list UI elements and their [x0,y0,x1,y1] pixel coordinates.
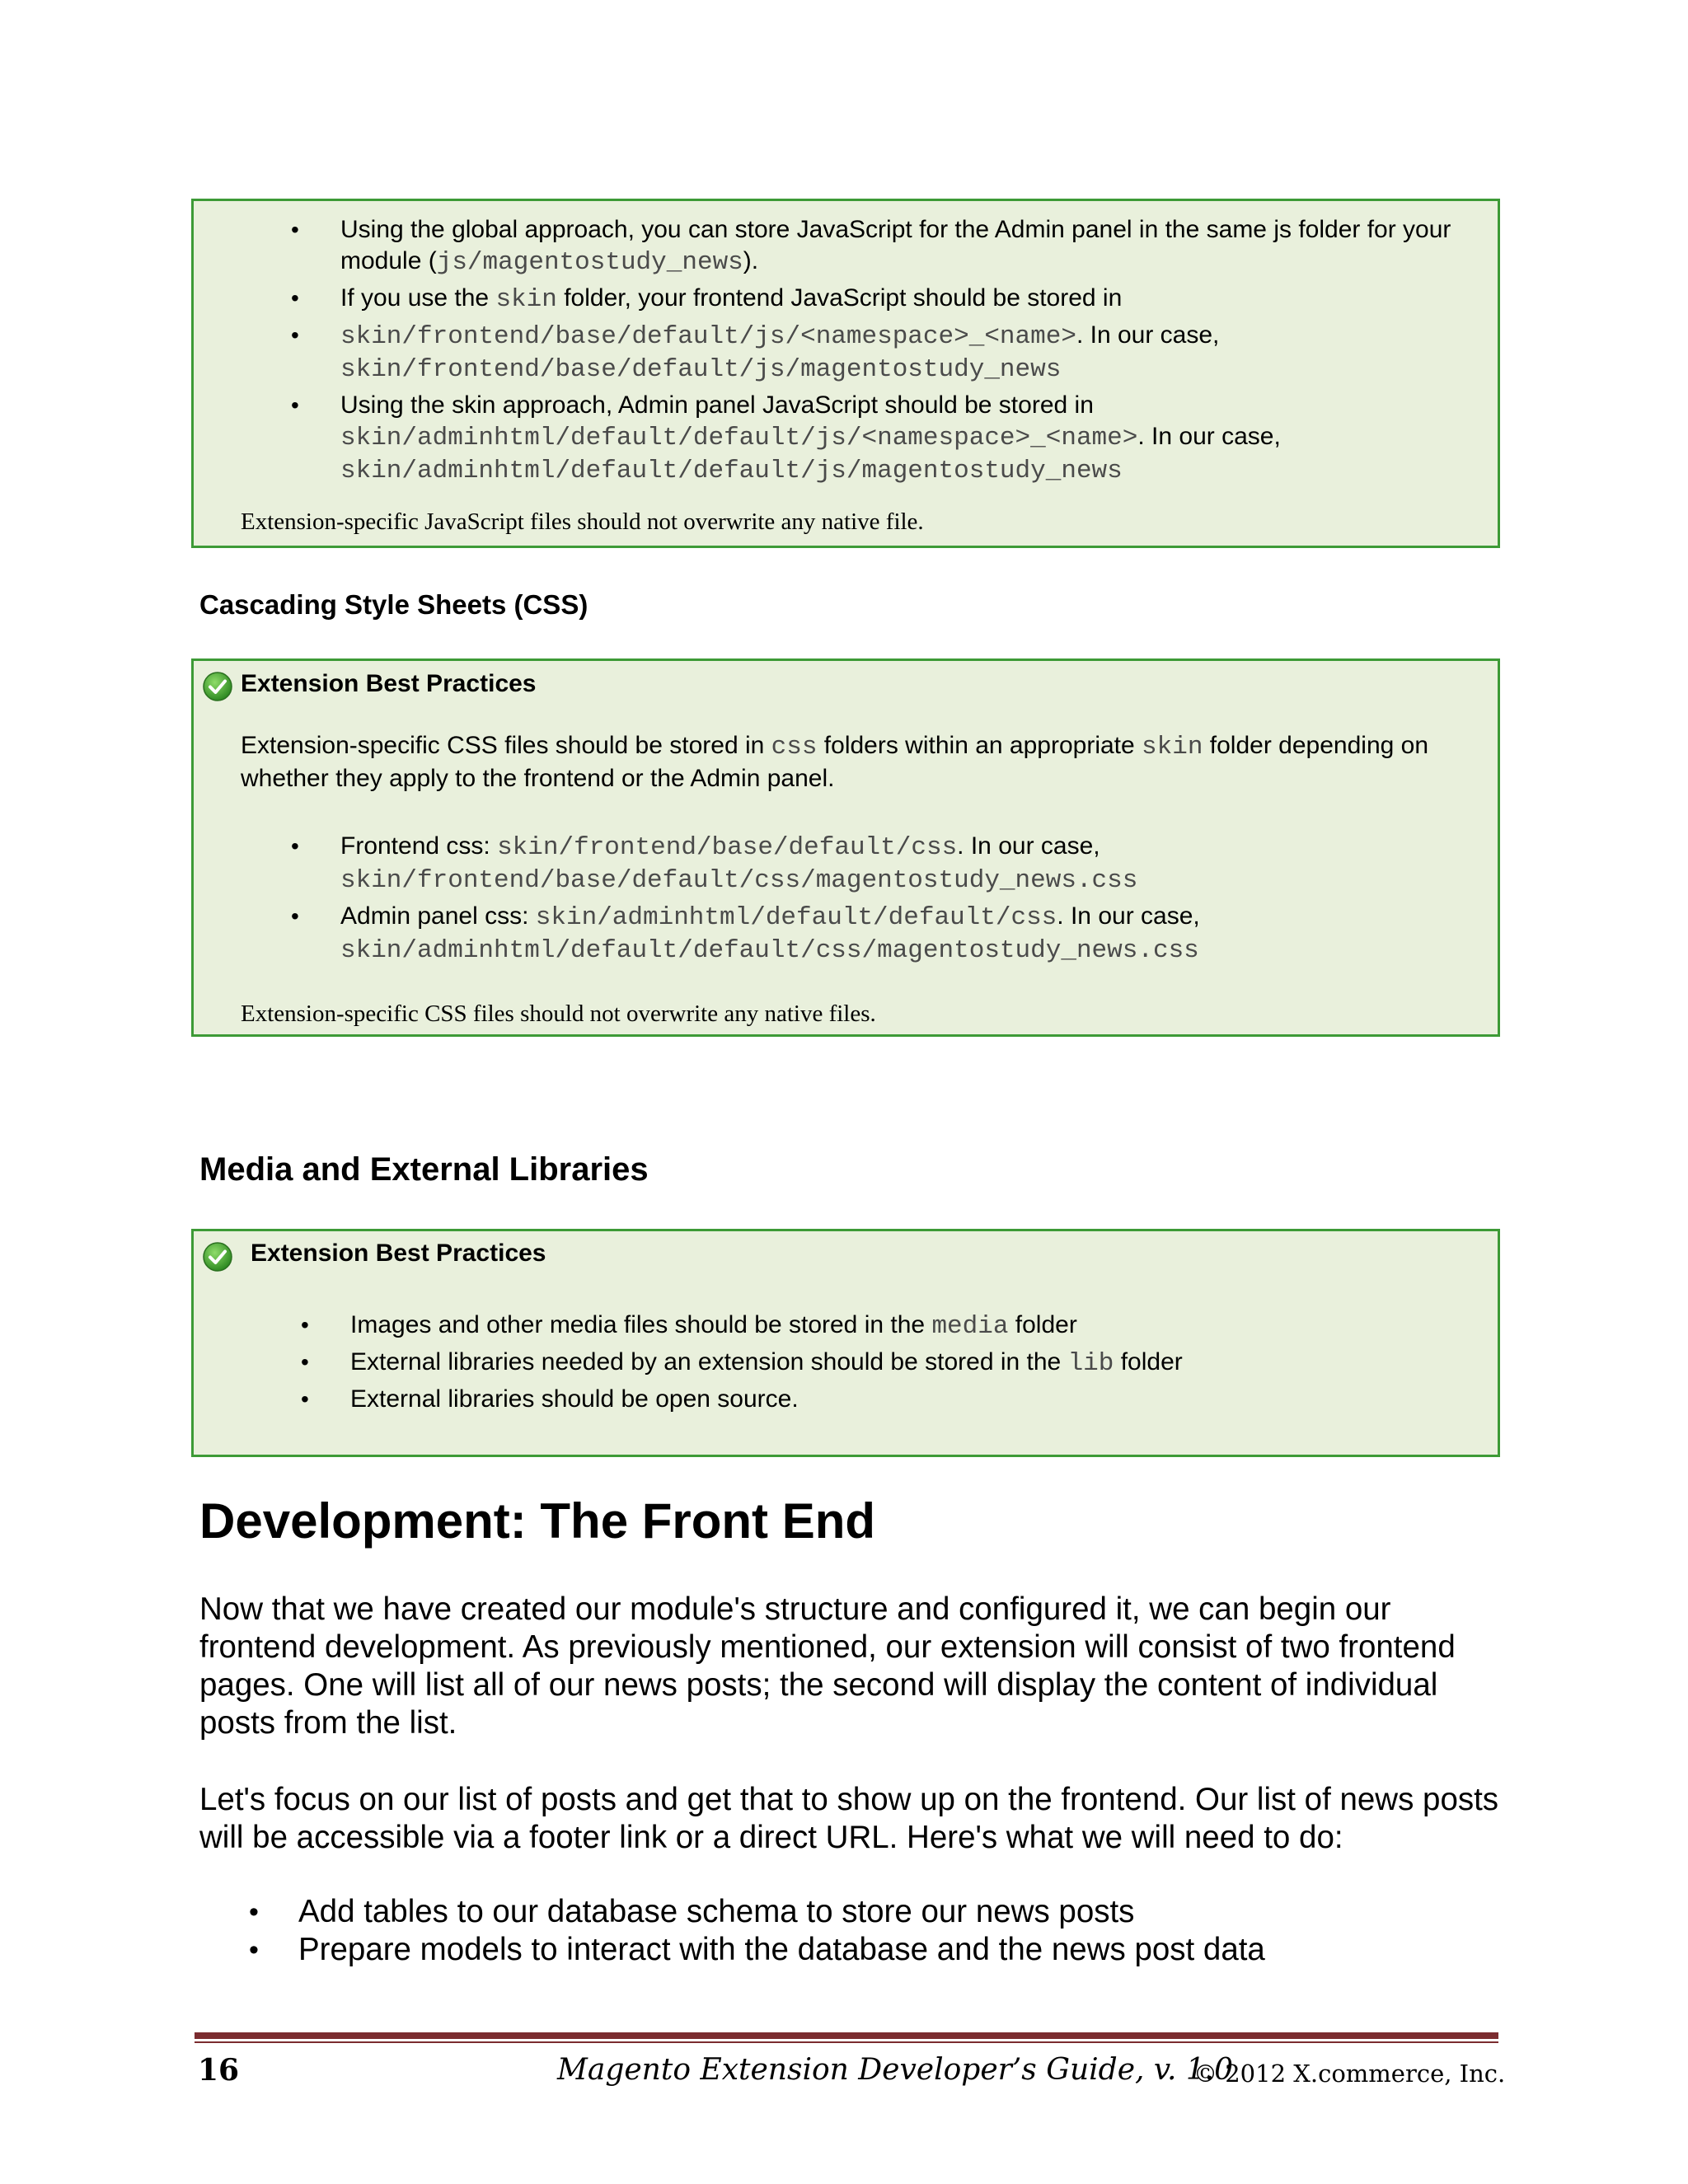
text-run: External libraries should be open source. [350,1385,799,1413]
bullet-glyph: • [291,217,299,242]
bullet-glyph: • [301,1349,309,1375]
list-item [291,831,1486,897]
code-path: skin/adminhtml/default/default/css/magentostudy_news.css [340,936,1199,965]
text-run: Using the global approach, you can store JavaScript for the Admin panel in the same js folder for your module ( [340,216,1451,274]
code-path: css [771,733,818,762]
code-path: media [931,1312,1009,1341]
code-path: lib [1067,1349,1114,1378]
list-item [291,214,1486,279]
code-path: skin/adminhtml/default/default/js/magentostudy_news [340,457,1123,485]
css-box-title: Extension Best Practices [241,670,537,697]
text-run: Using the skin approach, Admin panel JavaScript should be stored in [340,391,1094,419]
text-run: folders within an appropriate [817,732,1142,759]
code-path: skin/frontend/base/default/css/magentostudy_news.css [340,866,1138,895]
copyright-notice: © 2012 X.commerce, Inc. [1193,2060,1506,2088]
todo-item-text: Prepare models to interact with the database and the news post data [298,1932,1265,1967]
bullet-glyph: • [249,1896,259,1928]
css-note: Extension-specific CSS files should not overwrite any native files. [241,1001,876,1027]
text-run: Images and other media files should be stored in the [350,1311,932,1338]
text-run: folder, your frontend JavaScript should be stored in [556,284,1123,312]
javascript-best-practices-box [191,199,1500,548]
code-path: js/magentostudy_news [436,248,743,277]
footer-rule-thin [195,2041,1498,2043]
code-path: skin [1142,733,1203,762]
text-run: Extension-specific CSS files should be stored in [241,732,771,759]
javascript-location-list [291,214,1486,487]
main-section-heading: Development: The Front End [199,1493,876,1549]
bullet-glyph: • [301,1386,309,1412]
page-number: 16 [198,2053,240,2088]
bullet-glyph: • [291,903,299,929]
todo-item [249,1893,1265,1931]
text-run: . In our case, [957,832,1100,860]
text-run: folder [1008,1311,1077,1338]
text-run: ). [743,247,759,274]
css-section-heading: Cascading Style Sheets (CSS) [199,589,588,620]
text-run: If you use the [340,284,496,312]
text-run: folder depending on whether they apply to the frontend or the Admin panel. [241,732,1429,792]
media-box-title: Extension Best Practices [251,1240,546,1267]
text-run: Admin panel css: [340,902,536,930]
bullet-glyph: • [291,322,299,348]
intro-paragraph: Now that we have created our module's structure and configured it, we can begin our frontend development. As previously mentioned, our extension will consist of two frontend pages. One will list all of our news posts; the second will display the content of individual posts from the list. [199,1591,1456,1741]
text-run: . In our case, [1137,423,1281,450]
css-intro-text [241,730,1477,794]
css-location-list [291,831,1486,967]
bullet-glyph: • [249,1934,259,1966]
media-best-practices-box [191,1229,1500,1457]
code-path: skin/frontend/base/default/css [497,833,958,862]
todo-list [249,1893,1265,1969]
code-path: skin/adminhtml/default/default/css [535,903,1057,932]
code-path: skin/frontend/base/default/js/magentostudy_news [340,355,1062,384]
code-path: skin/adminhtml/default/default/js/<namespace>_<name> [340,424,1138,452]
todo-item-text: Add tables to our database schema to store our news posts [298,1894,1135,1929]
check-circle-icon [202,1241,233,1272]
list-item [291,901,1486,967]
list-item [291,320,1486,386]
javascript-note: Extension-specific JavaScript files should not overwrite any native file. [241,509,924,535]
code-path: skin [495,285,557,314]
list-item [301,1384,1488,1415]
plan-paragraph: Let's focus on our list of posts and get that to show up on the frontend. Our list of news posts will be accessible via a footer link or a direct URL. Here's what we will need to do: [199,1782,1499,1855]
code-path: skin/frontend/base/default/js/<namespace>_<name> [340,322,1076,351]
list-item [301,1310,1488,1343]
book-title: Magento Extension Developer’s Guide, v. 1.0 [557,2053,1234,2087]
list-item [291,283,1486,316]
text-run: External libraries needed by an extension should be stored in the [350,1348,1068,1376]
text-run: Frontend css: [340,832,498,860]
bullet-glyph: • [291,392,299,418]
bullet-glyph: • [291,833,299,859]
media-section-heading: Media and External Libraries [199,1151,649,1188]
text-run: . In our case, [1057,902,1200,930]
check-circle-icon [202,671,233,702]
todo-item [249,1931,1265,1969]
bullet-glyph: • [291,285,299,311]
media-rules-list [301,1310,1488,1415]
text-run: . In our case, [1076,321,1220,349]
bullet-glyph: • [301,1312,309,1338]
list-item [301,1347,1488,1380]
text-run: folder [1114,1348,1183,1376]
list-item [291,390,1486,487]
footer-rule [195,2032,1498,2039]
css-best-practices-box [191,658,1500,1037]
